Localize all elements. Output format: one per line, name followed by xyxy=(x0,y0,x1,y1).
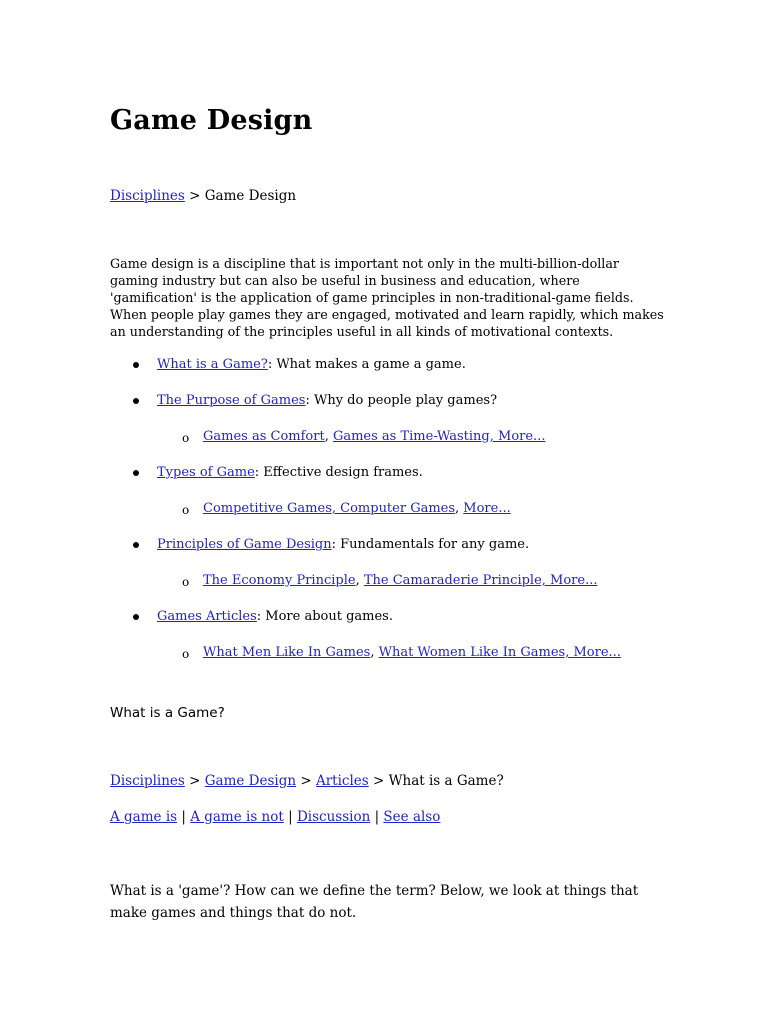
sub-list-item: o The Economy Principle, The Camaraderie Principle, More... xyxy=(182,573,598,589)
anchor-link-a-game-is-not[interactable]: A game is not xyxy=(190,809,284,825)
link-competitive-games[interactable]: Competitive Games, Computer Games xyxy=(203,501,456,516)
anchor-separator: | xyxy=(370,809,384,825)
anchor-separator: | xyxy=(283,809,297,825)
breadcrumb-link-disciplines[interactable]: Disciplines xyxy=(110,773,185,789)
list-item xyxy=(110,464,670,536)
list-item xyxy=(110,392,670,464)
anchor-links xyxy=(110,808,440,826)
link-games-articles[interactable]: Games Articles xyxy=(157,609,257,624)
sub-list-item: o Competitive Games, Computer Games, More... xyxy=(182,501,511,517)
list-item xyxy=(110,356,670,392)
link-types-of-game[interactable]: Types of Game xyxy=(157,465,255,480)
breadcrumb-separator: > xyxy=(368,773,389,789)
ring-bullet-icon: o xyxy=(182,647,190,661)
link-camaraderie-principle[interactable]: The Camaraderie Principle, More... xyxy=(363,573,598,588)
breadcrumb-separator: > xyxy=(296,773,316,789)
ring-bullet-icon: o xyxy=(182,575,190,589)
breadcrumb-separator: > xyxy=(184,188,205,204)
ring-bullet-icon: o xyxy=(182,503,190,517)
sub-list-item: o What Men Like In Games, What Women Like In Games, More... xyxy=(182,645,621,661)
list-item-description: : Effective design frames. xyxy=(254,465,423,480)
anchor-link-a-game-is[interactable]: A game is xyxy=(110,809,178,825)
list-item xyxy=(110,536,670,608)
breadcrumb xyxy=(110,187,296,205)
link-what-women-like[interactable]: What Women Like In Games, More... xyxy=(378,645,621,660)
section-heading: What is a Game? xyxy=(110,705,225,721)
bullet-icon xyxy=(133,362,139,368)
list-item-description: : Why do people play games? xyxy=(305,393,498,408)
list-item-description: : What makes a game a game. xyxy=(267,357,466,372)
topic-list xyxy=(110,356,670,662)
anchor-link-see-also[interactable]: See also xyxy=(383,809,441,825)
link-principles-of-game-design[interactable]: Principles of Game Design xyxy=(157,537,332,552)
link-what-men-like[interactable]: What Men Like In Games xyxy=(203,645,371,660)
ring-bullet-icon: o xyxy=(182,431,190,445)
list-item-description: : Fundamentals for any game. xyxy=(331,537,530,552)
link-what-is-a-game[interactable]: What is a Game? xyxy=(157,357,268,372)
bullet-icon xyxy=(133,542,139,548)
section-breadcrumb xyxy=(110,772,504,790)
breadcrumb-separator: > xyxy=(184,773,205,789)
bullet-icon xyxy=(133,470,139,476)
link-games-as-time-wasting[interactable]: Games as Time-Wasting, More... xyxy=(332,429,546,444)
breadcrumb-link-articles[interactable]: Articles xyxy=(315,773,369,789)
intro-paragraph: Game design is a discipline that is important not only in the multi-billion-dollar gaming industry but can also be useful in business and education, where 'gamification' is the application of game principles in non-traditional-game fields. When people play games they are engaged, motivated and learn rapidly, which makes an understanding of the principles useful in all kinds of motivational contexts. xyxy=(110,256,664,339)
page-title: Game Design xyxy=(110,105,313,136)
link-purpose-of-games[interactable]: The Purpose of Games xyxy=(157,393,306,408)
breadcrumb-current: Game Design xyxy=(204,188,297,204)
bullet-icon xyxy=(133,614,139,620)
breadcrumb-link-disciplines[interactable]: Disciplines xyxy=(110,188,185,204)
closing-paragraph: What is a 'game'? How can we define the term? Below, we look at things that make games and things that do not. xyxy=(110,883,639,921)
link-economy-principle[interactable]: The Economy Principle xyxy=(203,573,356,588)
breadcrumb-link-game-design[interactable]: Game Design xyxy=(204,773,297,789)
bullet-icon xyxy=(133,398,139,404)
link-games-as-comfort[interactable]: Games as Comfort xyxy=(203,429,325,444)
sub-list-item: o Games as Comfort, Games as Time-Wasting, More... xyxy=(182,429,546,445)
anchor-separator: | xyxy=(177,809,191,825)
link-types-more[interactable]: More... xyxy=(463,501,511,516)
anchor-link-discussion[interactable]: Discussion xyxy=(296,809,371,825)
list-item xyxy=(110,608,670,662)
breadcrumb-current: What is a Game? xyxy=(388,773,504,789)
list-item-description: : More about games. xyxy=(256,609,393,624)
